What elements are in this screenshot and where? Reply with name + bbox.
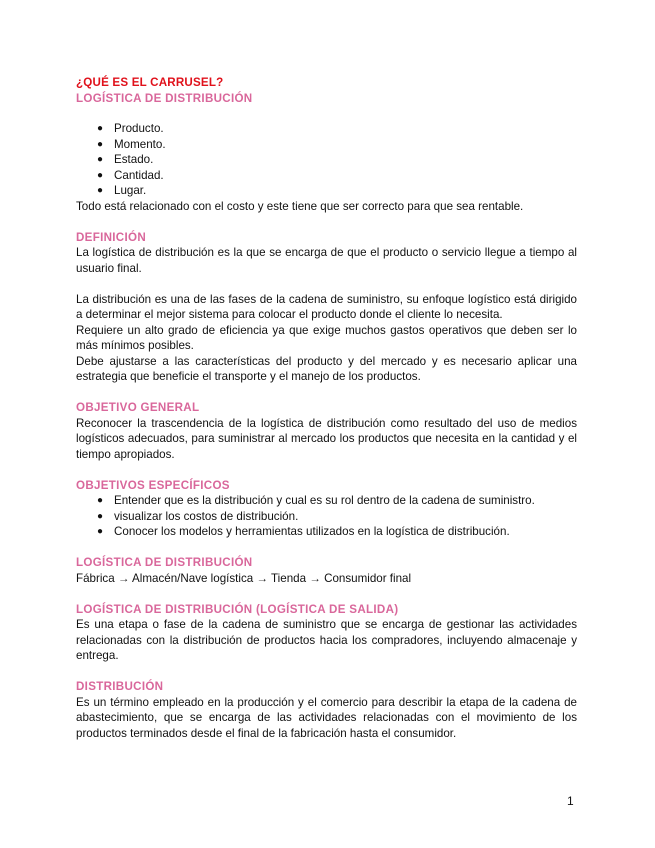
page-content <box>76 75 577 741</box>
page-number: 1 <box>567 794 574 808</box>
list-item: ● Entender que es la distribución y cual es su rol dentro de la cadena de suministro. <box>97 494 535 507</box>
objetivos-especificos-list <box>76 493 577 540</box>
bullet-icon: ● <box>97 169 104 181</box>
definicion-paragraph-1: La logística de distribución es la que se encarga de que el producto o servicio llegue a tiempo al usuario final. <box>76 246 577 275</box>
bullet-icon: ● <box>97 123 104 134</box>
intro-heading: LOGÍSTICA DE DISTRIBUCIÓN <box>76 91 253 105</box>
list-item: ● Estado. <box>97 153 154 166</box>
flujo-heading: LOGÍSTICA DE DISTRIBUCIÓN <box>76 556 253 569</box>
list-item: ● visualizar los costos de distribución. <box>97 509 299 523</box>
definicion-heading: DEFINICIÓN <box>76 230 146 244</box>
objetivo-general-heading: OBJETIVO GENERAL <box>76 401 200 414</box>
flujo-text: Fábrica → Almacén/Nave logística → Tienda → Consumidor final <box>76 571 412 585</box>
bullet-icon: ● <box>97 154 104 165</box>
list-item: ● Momento. <box>97 137 166 151</box>
bullet-icon: ● <box>97 495 104 506</box>
objetivos-especificos-heading: OBJETIVOS ESPECÍFICOS <box>76 478 230 492</box>
objetivo-general-text: Reconocer la trascendencia de la logística de distribución como resultado del uso de medios logísticos adecuados, para suministrar al mercado los productos que necesita en la cantidad y el tiempo apropiados. <box>76 416 577 461</box>
page-title: ¿QUÉ ES EL CARRUSEL? <box>76 76 224 89</box>
distribucion-heading: DISTRIBUCIÓN <box>76 680 164 693</box>
bullet-icon: ● <box>97 138 104 150</box>
salida-text: Es una etapa o fase de la cadena de suministro que se encarga de gestionar las actividades relacionadas con la distribución de productos hacia los compradores, incluyendo almacenaje y entrega. <box>76 618 577 662</box>
definicion-paragraph-3: Requiere un alto grado de eficiencia ya que exige muchos gastos operativos que deben ser lo más mínimos posibles. <box>76 323 577 352</box>
bullet-icon: ● <box>97 526 104 537</box>
definicion-paragraph-2: La distribución es una de las fases de la cadena de suministro, su enfoque logístico está dirigido a determinar el mejor sistema para colocar el producto donde el cliente lo necesita. <box>76 292 577 321</box>
intro-list <box>76 121 577 199</box>
list-item: ● Producto. <box>97 122 164 135</box>
definicion-paragraph-4: Debe ajustarse a las características del producto y del mercado y es necesario aplicar una estrategia que beneficie el transporte y el manejo de los productos. <box>76 354 577 383</box>
distribucion-text: Es un término empleado en la producción y el comercio para describir la etapa de la cadena de abastecimiento, que se encarga de las actividades relacionadas con el movimiento de los productos terminados desde el final de la fabricación hasta el consumidor. <box>76 695 577 740</box>
bullet-icon: ● <box>97 185 104 196</box>
list-item: ● Cantidad. <box>97 168 164 182</box>
intro-note: Todo está relacionado con el costo y este tiene que ser correcto para que sea rentable. <box>76 199 524 213</box>
bullet-icon: ● <box>97 510 104 522</box>
salida-heading: LOGÍSTICA DE DISTRIBUCIÓN (LOGÍSTICA DE SALIDA) <box>76 602 399 616</box>
list-item: ● Lugar. <box>97 184 147 197</box>
list-item: ● Conocer los modelos y herramientas utilizados en la logística de distribución. <box>97 525 510 538</box>
